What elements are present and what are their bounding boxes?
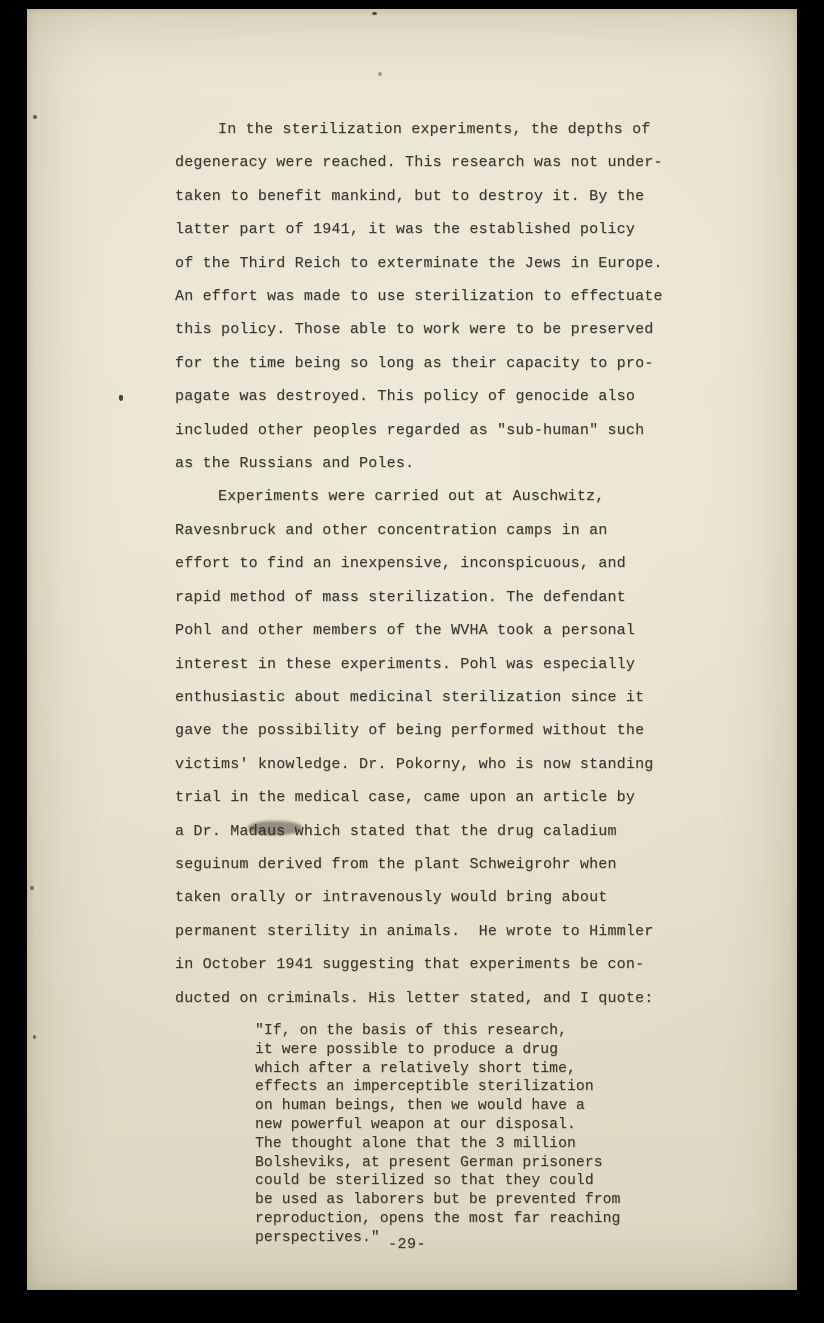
text-line: interest in these experiments. Pohl was especially [175,655,636,673]
ink-blot-artifact [248,821,302,835]
quote-line: "If, on the basis of this research, [255,1023,567,1039]
paper-sheet [27,9,797,1290]
text-line: effort to find an inexpensive, inconspicuous, and [175,555,626,573]
text-line: of the Third Reich to exterminate the Jews in Europe. [175,254,663,272]
text-line: rapid method of mass sterilization. The defendant [175,588,626,606]
quote-line: effects an imperceptible sterilization [255,1079,594,1096]
quote-line: it were possible to produce a drug [255,1041,559,1058]
quote-block [255,1022,685,1248]
text-line: trial in the medical case, came upon an article by [175,789,636,807]
text-line: enthusiastic about medicinal sterilization since it [175,688,645,706]
scan-speck [33,115,37,119]
text-line: Experiments were carried out at Auschwitz, [218,488,605,506]
text-line: pagate was destroyed. This policy of genocide also [175,388,636,406]
quote-line: new powerful weapon at our disposal. [255,1116,576,1133]
scan-speck [119,395,123,401]
text-line: permanent sterility in animals. He wrote to Himmler [175,922,654,940]
text-line: Pohl and other members of the WVHA took a personal [175,622,636,640]
quote-line: could be sterilized so that they could [255,1173,594,1190]
text-line: taken orally or intravenously would bring about [175,889,608,907]
text-line: for the time being so long as their capacity to pro- [175,354,654,372]
text-line: in October 1941 suggesting that experiments be con- [175,956,645,974]
quote-line: perspectives." [255,1229,380,1246]
scan-speck [33,1035,36,1039]
quote-line: reproduction, opens the most far reaching [255,1210,621,1227]
document-text [175,113,720,1015]
scan-speck [378,72,382,76]
quote-line: be used as laborers but be prevented from [255,1192,621,1209]
text-line: victims' knowledge. Dr. Pokorny, who is now standing [175,755,654,773]
text-line: this policy. Those able to work were to be preserved [175,321,654,339]
text-line: included other peoples regarded as "sub-human" such [175,421,645,439]
text-line: Ravesnbruck and other concentration camps in an [175,521,608,539]
scan-speck [30,886,34,890]
text-line: gave the possibility of being performed without the [175,722,645,740]
text-line: as the Russians and Poles. [175,455,415,473]
scan-speck [372,12,377,15]
text-line: seguinum derived from the plant Schweigrohr when [175,855,617,873]
quote-line: Bolsheviks, at present German prisoners [255,1154,603,1171]
quote-line: on human beings, then we would have a [255,1098,585,1115]
text-line: degeneracy were reached. This research was not under- [175,154,663,172]
text-line: taken to benefit mankind, but to destroy it. By the [175,187,645,205]
text-line: latter part of 1941, it was the established policy [175,221,636,239]
text-line: An effort was made to use sterilization to effectuate [175,288,663,306]
quote-line: which after a relatively short time, [255,1060,576,1077]
text-line: a Dr. Madaus which stated that the drug caladium [175,822,617,840]
page-number: -29- [387,1236,426,1253]
quote-line: The thought alone that the 3 million [255,1135,576,1152]
text-line: In the sterilization experiments, the depths of [218,121,651,138]
text-line: ducted on criminals. His letter stated, and I quote: [175,989,654,1007]
